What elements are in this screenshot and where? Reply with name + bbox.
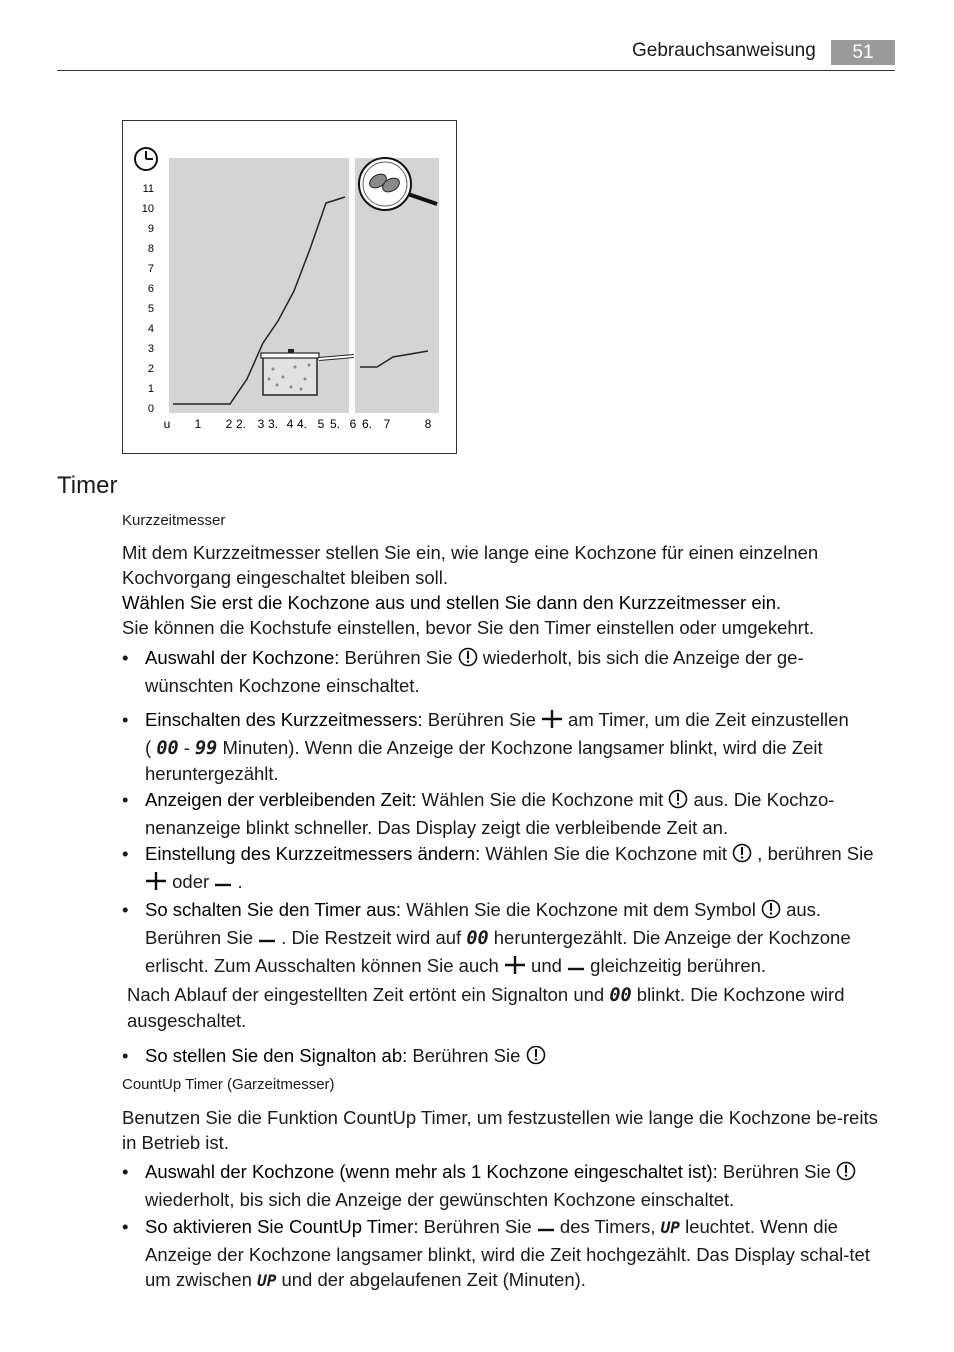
x-tick-label: u [163, 417, 171, 431]
x-tick-label: 5. [329, 417, 341, 431]
x-tick-label: 8 [424, 417, 432, 431]
list-item-auswahl: • Auswahl der Kochzone: Berühren Sie wiederholt, bis sich die Anzeige der ge-wünschten Kochzone einschaltet. [122, 647, 804, 696]
bullet: • [122, 647, 129, 668]
y-tick-label: 9 [147, 223, 154, 235]
display-99: 99 [195, 738, 218, 759]
display-00: 00 [466, 928, 489, 949]
minus-icon [567, 955, 585, 981]
list-item-einschalten: • Einschalten des Kurzzeitmessers: Berühren Sie am Timer, um die Zeit einzustellen ( 00 - 99 Minuten). Wenn die Anzeige der Kochzone langsamer blinkt, wird die Zeit heruntergezählt. [122, 709, 849, 784]
section-title: Timer [57, 472, 118, 499]
list-item-aendern: • Einstellung des Kurzzeitmessers ändern: Wählen Sie die Kochzone mit , berühren Sie oder . [122, 841, 892, 897]
plus-icon [145, 871, 167, 897]
display-00: 00 [609, 985, 632, 1006]
y-tick-label: 6 [147, 283, 154, 295]
display-up: UP [257, 1271, 277, 1290]
x-axis-ticks [164, 417, 432, 431]
subsection-title-kurzzeitmesser: Kurzzeitmesser [122, 512, 226, 529]
timer-icon [458, 647, 478, 673]
y-tick-label: 10 [141, 203, 154, 215]
x-tick-label: 3. [267, 417, 279, 431]
chart-panel-left [169, 158, 349, 413]
signal-paragraph: Nach Ablauf der eingestellten Zeit ertönt ein Signalton und 00 blinkt. Die Kochzone wird ausgeschaltet. [127, 984, 845, 1031]
display-00: 00 [156, 738, 179, 759]
running-header-title: Gebrauchsanweisung [632, 40, 816, 61]
plus-icon [504, 955, 526, 981]
x-tick-label: 5 [317, 417, 325, 431]
minus-icon [537, 1216, 555, 1242]
intro-paragraph-3: Sie können die Kochstufe einstellen, bevor Sie den Timer einstellen oder umgekehrt. [122, 617, 815, 638]
y-axis-ticks [142, 183, 154, 415]
intro-paragraph-2: Wählen Sie erst die Kochzone aus und stellen Sie dann den Kurzzeitmesser ein. [122, 592, 782, 613]
list-item-ausschalten: • So schalten Sie den Timer aus: Wählen Sie die Kochzone mit dem Symbol aus. Berühren Sie . Die Restzeit wird auf 00 heruntergezählt. Die Anzeige der Kochzone erlischt. Zum Ausschalten können Sie auch und gleichzeitig berühren. [122, 897, 892, 981]
cooking-chart-svg [123, 121, 456, 453]
list-item-anzeigen: • Anzeigen der verbleibenden Zeit: Wählen Sie die Kochzone mit aus. Die Kochzo-nenanzeige blinkt schneller. Das Display zeigt die verbleibende Zeit an. [122, 789, 835, 838]
list-item-aktivieren-countup: • So aktivieren Sie CountUp Timer: Berühren Sie des Timers, UP leuchtet. Wenn die Anzeige der Kochzone langsamer blinkt, wird die Zeit hochgezählt. Das Display schal-tet um zwischen UP und der abgelaufenen Zeit (Minuten). [122, 1216, 870, 1290]
minus-icon [214, 871, 232, 897]
x-tick-label: 2. [235, 417, 247, 431]
timer-icon [526, 1045, 546, 1071]
x-tick-label: 1 [194, 417, 202, 431]
header-divider [57, 70, 895, 71]
intro-paragraph-1: Mit dem Kurzzeitmesser stellen Sie ein, wie lange eine Kochzone für einen einzelnen Kochvorgang eingeschaltet bleiben soll. [122, 542, 819, 588]
plus-icon [541, 709, 563, 735]
subsection-title-countup: CountUp Timer (Garzeitmesser) [122, 1076, 335, 1093]
y-tick-label: 11 [142, 183, 154, 195]
x-tick-label: 7 [383, 417, 391, 431]
y-tick-label: 0 [147, 403, 154, 415]
display-up: UP [660, 1218, 680, 1237]
clock-icon [135, 148, 157, 170]
timer-icon [732, 843, 752, 869]
y-tick-label: 3 [147, 343, 154, 355]
x-tick-label: 4. [296, 417, 308, 431]
minus-icon [258, 927, 276, 953]
countup-intro: Benutzen Sie die Funktion CountUp Timer, um festzustellen wie lange die Kochzone be-reits in Betrieb ist. [122, 1107, 878, 1153]
y-tick-label: 4 [147, 323, 154, 335]
page-number: 51 [831, 40, 895, 65]
cooking-chart-figure [122, 120, 457, 454]
x-tick-label: 3 [257, 417, 265, 431]
y-tick-label: 2 [147, 363, 154, 375]
x-tick-label: 2 [225, 417, 233, 431]
list-item-signalton: • So stellen Sie den Signalton ab: Berühren Sie [122, 1043, 892, 1071]
y-tick-label: 5 [147, 303, 154, 315]
x-tick-label: 6. [361, 417, 373, 431]
y-tick-label: 8 [147, 243, 154, 255]
timer-icon [836, 1161, 856, 1187]
timer-icon [761, 899, 781, 925]
y-tick-label: 1 [147, 383, 154, 395]
list-item-auswahl-countup: • Auswahl der Kochzone (wenn mehr als 1 Kochzone eingeschaltet ist): Berühren Sie wiederholt, bis sich die Anzeige der gewünschten Kochzone einschaltet. [122, 1159, 892, 1212]
timer-icon [668, 789, 688, 815]
intro-block [122, 540, 897, 640]
x-tick-label: 6 [349, 417, 357, 431]
y-tick-label: 7 [147, 263, 154, 275]
x-tick-label: 4 [286, 417, 294, 431]
